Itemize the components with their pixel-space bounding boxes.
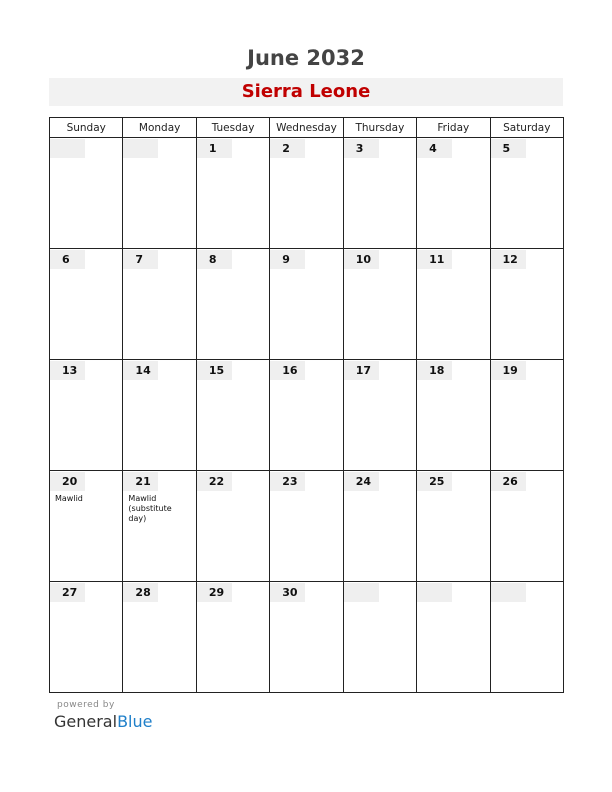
day-cell[interactable] <box>343 471 416 582</box>
day-number: 3 <box>355 142 364 155</box>
day-cell[interactable] <box>343 582 416 693</box>
day-cell[interactable] <box>417 360 490 471</box>
day-cell[interactable] <box>417 471 490 582</box>
day-number: 14 <box>135 364 151 377</box>
day-number: 26 <box>502 475 518 488</box>
day-cell[interactable] <box>343 138 416 249</box>
day-cell[interactable] <box>490 471 563 582</box>
day-number: 19 <box>502 364 518 377</box>
day-number: 21 <box>135 475 151 488</box>
day-cell[interactable] <box>270 360 343 471</box>
day-number: 1 <box>208 142 217 155</box>
weekday-monday: Monday <box>123 118 196 138</box>
weekday-friday: Friday <box>417 118 490 138</box>
day-cell[interactable] <box>490 582 563 693</box>
generalblue-logo[interactable] <box>54 712 152 731</box>
day-number: 2 <box>282 142 290 155</box>
day-cell[interactable] <box>343 249 416 360</box>
weekday-sunday: Sunday <box>50 118 123 138</box>
day-cell[interactable] <box>196 582 269 693</box>
week-row <box>50 471 564 582</box>
day-number: 30 <box>282 586 298 599</box>
day-number: 4 <box>429 142 437 155</box>
day-cell[interactable] <box>123 360 196 471</box>
weekday-wednesday: Wednesday <box>270 118 343 138</box>
day-number-chip <box>50 139 85 158</box>
country-banner <box>49 78 563 106</box>
country-name: Sierra Leone <box>241 81 371 102</box>
day-cell[interactable] <box>270 582 343 693</box>
day-cell[interactable] <box>417 582 490 693</box>
day-number: 9 <box>282 253 290 266</box>
day-cell[interactable] <box>123 582 196 693</box>
day-cell[interactable] <box>196 471 269 582</box>
day-number: 11 <box>429 253 445 266</box>
day-number-chip <box>417 583 452 602</box>
day-cell[interactable] <box>50 249 123 360</box>
week-row <box>50 138 564 249</box>
day-cell[interactable] <box>50 138 123 249</box>
day-number: 17 <box>355 364 371 377</box>
day-number: 16 <box>282 364 298 377</box>
powered-by-label: powered by <box>57 700 115 710</box>
week-row <box>50 360 564 471</box>
day-cell[interactable] <box>490 360 563 471</box>
day-cell[interactable] <box>490 138 563 249</box>
weekday-saturday: Saturday <box>490 118 563 138</box>
day-cell[interactable] <box>196 360 269 471</box>
day-number: 23 <box>282 475 298 488</box>
day-number: 28 <box>135 586 151 599</box>
day-number: 20 <box>62 475 78 488</box>
day-number: 18 <box>429 364 445 377</box>
weekday-tuesday: Tuesday <box>196 118 269 138</box>
day-cell[interactable] <box>417 138 490 249</box>
day-cell[interactable] <box>50 582 123 693</box>
weekday-thursday: Thursday <box>343 118 416 138</box>
day-cell[interactable] <box>123 249 196 360</box>
holiday-label: Mawlid (substitute day) <box>128 494 172 523</box>
day-number: 13 <box>62 364 78 377</box>
day-cell[interactable] <box>50 360 123 471</box>
day-number: 10 <box>355 253 371 266</box>
day-cell[interactable] <box>490 249 563 360</box>
day-number: 27 <box>62 586 78 599</box>
week-row <box>50 249 564 360</box>
day-number: 8 <box>208 253 217 266</box>
day-cell[interactable] <box>123 471 196 582</box>
month-title: June 2032 <box>247 46 365 70</box>
day-cell[interactable] <box>417 249 490 360</box>
day-number: 15 <box>208 364 225 377</box>
logo-blue: Blue <box>117 712 153 731</box>
holiday-label: Mawlid <box>55 494 83 503</box>
day-cell[interactable] <box>270 138 343 249</box>
day-number: 5 <box>502 142 511 155</box>
day-cell[interactable] <box>50 471 123 582</box>
day-number: 25 <box>429 475 445 488</box>
day-number: 22 <box>208 475 225 488</box>
calendar-grid <box>49 117 564 693</box>
day-number: 12 <box>502 253 518 266</box>
day-cell[interactable] <box>196 249 269 360</box>
day-number-chip <box>344 583 379 602</box>
day-number: 6 <box>62 253 70 266</box>
day-cell[interactable] <box>270 471 343 582</box>
day-number-chip <box>491 583 526 602</box>
day-cell[interactable] <box>196 138 269 249</box>
day-cell[interactable] <box>123 138 196 249</box>
day-number: 29 <box>208 586 225 599</box>
day-number: 24 <box>355 475 371 488</box>
day-cell[interactable] <box>270 249 343 360</box>
week-row <box>50 582 564 693</box>
day-number: 7 <box>135 253 144 266</box>
logo-general: General <box>54 712 118 731</box>
day-number-chip <box>123 139 158 158</box>
weekday-header-row <box>50 118 564 138</box>
day-cell[interactable] <box>343 360 416 471</box>
